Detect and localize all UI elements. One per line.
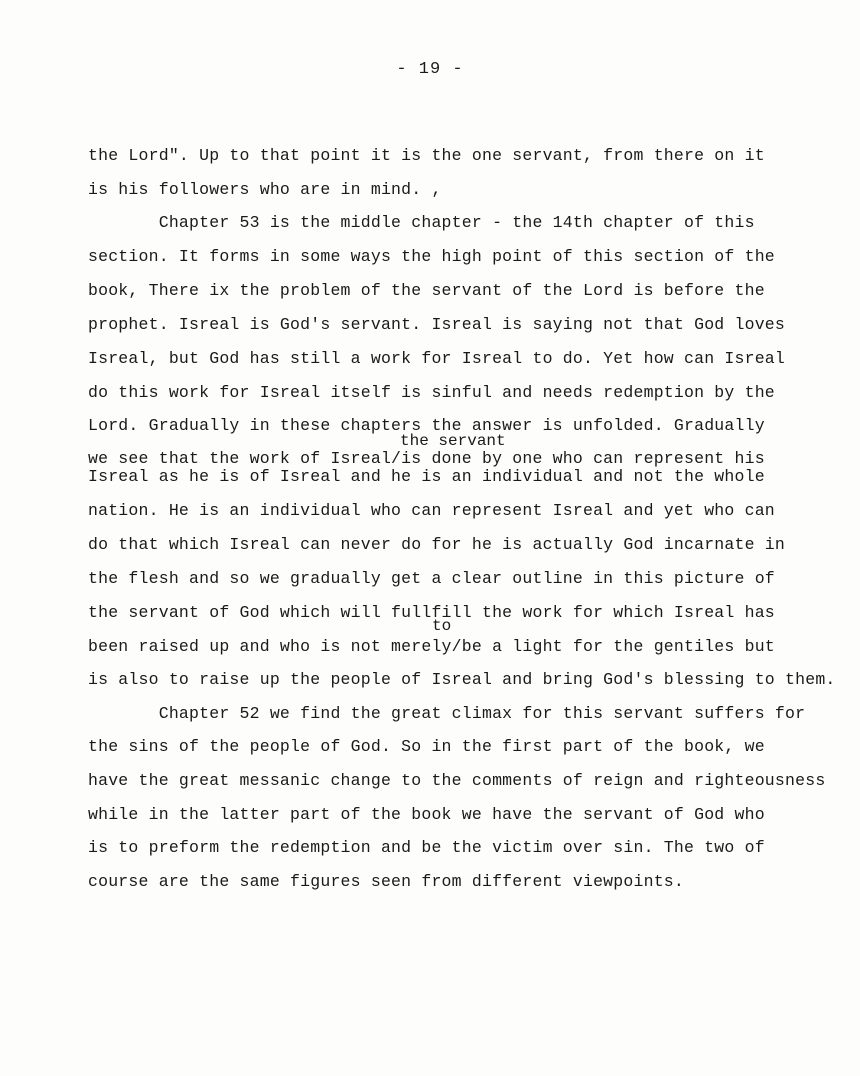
text-line: book, There ix the problem of the servant of the Lord is before the [88, 281, 765, 300]
text-line: course are the same figures seen from different viewpoints. [88, 872, 684, 891]
text-line: while in the latter part of the book we have the servant of God who [88, 805, 765, 824]
text-line: is also to raise up the people of Isreal and bring God's blessing to them. [88, 670, 836, 689]
text-line: we see that the work of Isreal/is done by one who can represent his [88, 449, 765, 468]
text-line: do that which Isreal can never do for he is actually God incarnate in [88, 535, 786, 554]
text-line: Lord. Gradually in these chapters the answer is unfolded. Gradually [88, 416, 765, 435]
text-line: prophet. Isreal is God's servant. Isreal is saying not that God loves [88, 315, 786, 334]
text-line: Chapter 52 we find the great climax for this servant suffers for [88, 704, 806, 723]
text-line: been raised up and who is not merely/be a light for the gentiles but [88, 637, 775, 656]
text-line: is to preform the redemption and be the victim over sin. The two of [88, 838, 765, 857]
text-line: is his followers who are in mind. , [88, 180, 442, 199]
text-line: Isreal as he is of Isreal and he is an individual and not the whole [88, 467, 765, 486]
text-line: do this work for Isreal itself is sinful and needs redemption by the [88, 383, 775, 402]
text-line: section. It forms in some ways the high point of this section of the [88, 247, 775, 266]
page-number: - 19 - [396, 60, 464, 79]
text-line: nation. He is an individual who can represent Isreal and yet who can [88, 501, 775, 520]
text-line: the flesh and so we gradually get a clear outline in this picture of [88, 569, 775, 588]
interlinear-insertion: to [432, 617, 452, 635]
text-line: the Lord". Up to that point it is the one servant, from there on it [88, 146, 765, 165]
text-line: Chapter 53 is the middle chapter - the 14th chapter of this [88, 213, 755, 232]
text-line: have the great messanic change to the comments of reign and righteousness [88, 771, 826, 790]
text-line: Isreal, but God has still a work for Isreal to do. Yet how can Isreal [88, 349, 786, 368]
text-line: the servant of God which will fullfill the work for which Isreal has [88, 603, 775, 622]
interlinear-insertion: the servant [400, 432, 506, 450]
text-line: the sins of the people of God. So in the first part of the book, we [88, 737, 765, 756]
